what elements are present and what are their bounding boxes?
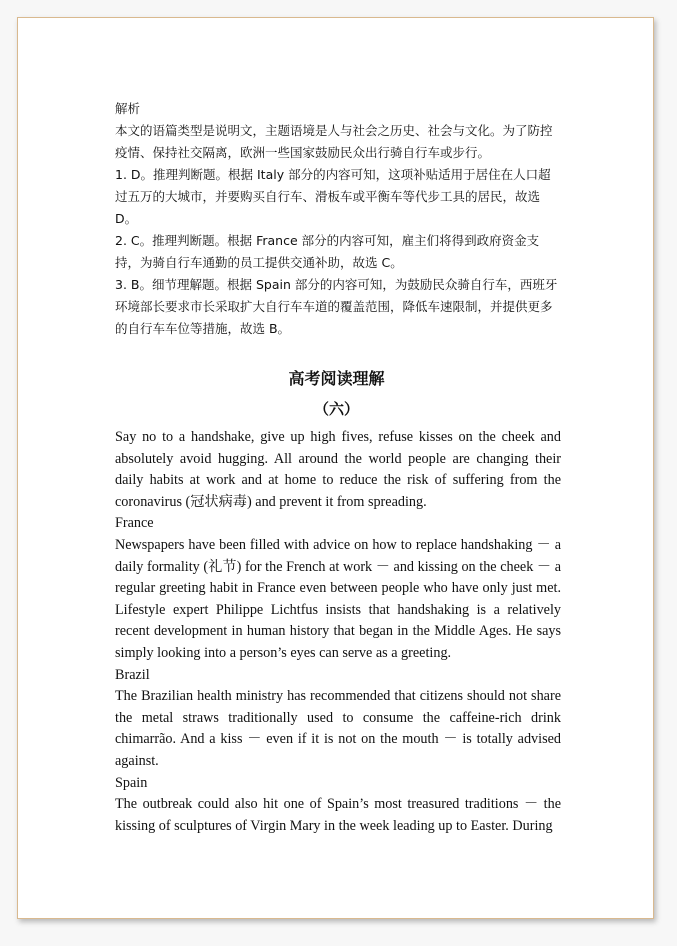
reading-passage [115,427,561,837]
document-page [17,17,654,919]
answer-1: 1. D。推理判断题。根据 Italy 部分的内容可知，这项补贴适用于居住在人口超过五万的大城市，并要购买自行车、滑板车或平衡车等代步工具的居民，故选 D。 [115,167,551,226]
brazil-paragraph: The Brazilian health ministry has recommended that citizens should not share the metal straws traditionally used to consume the caffeine-rich drink chimarrão. And a kiss － even if it is not on the mouth － is totally advised against. [115,688,561,769]
analysis-heading: 解析 [115,101,141,116]
answer-2: 2. C。推理判断题。根据 France 部分的内容可知，雇主们将得到政府资金支持，为骑自行车通勤的员工提供交通补助，故选 C。 [115,233,540,270]
analysis-intro: 本文的语篇类型是说明文，主题语境是人与社会之历史、社会与文化。为了防控疫情、保持社交隔离，欧洲一些国家鼓励民众出行骑自行车或步行。 [115,123,553,160]
passage-intro: Say no to a handshake, give up high fives, refuse kisses on the cheek and absolutely avoid hugging. All around the world people are changing their daily habits at work and at home to reduce the risk of suffering from the coronavirus (冠状病毒) and prevent it from spreading. [115,429,561,510]
spain-heading: Spain [115,774,148,791]
brazil-heading: Brazil [115,666,150,683]
france-heading: France [115,515,154,532]
section-title: 高考阅读理解 [288,369,385,388]
spain-paragraph: The outbreak could also hit one of Spain’s most treasured traditions － the kissing of sculptures of Virgin Mary in the week leading up to Easter. During [115,796,561,834]
answer-3: 3. B。细节理解题。根据 Spain 部分的内容可知，为鼓励民众骑自行车，西班牙环境部长要求市长采取扩大自行车车道的覆盖范围，降低车速限制，并提供更多的自行车车位等措施，故选 B。 [115,277,558,336]
section-subtitle: （六） [313,400,359,418]
france-paragraph: Newspapers have been filled with advice on how to replace handshaking － a daily formality (礼节) for the French at work － and kissing on the cheek － a regular greeting habit in France even between people who have only just met. Lifestyle expert Philippe Lichtfus insists that handshaking is a relatively recent development in human history that began in the Middle Ages. He says simply looking into a person’s eyes can serve as a greeting. [115,536,561,661]
analysis-section [115,98,561,340]
